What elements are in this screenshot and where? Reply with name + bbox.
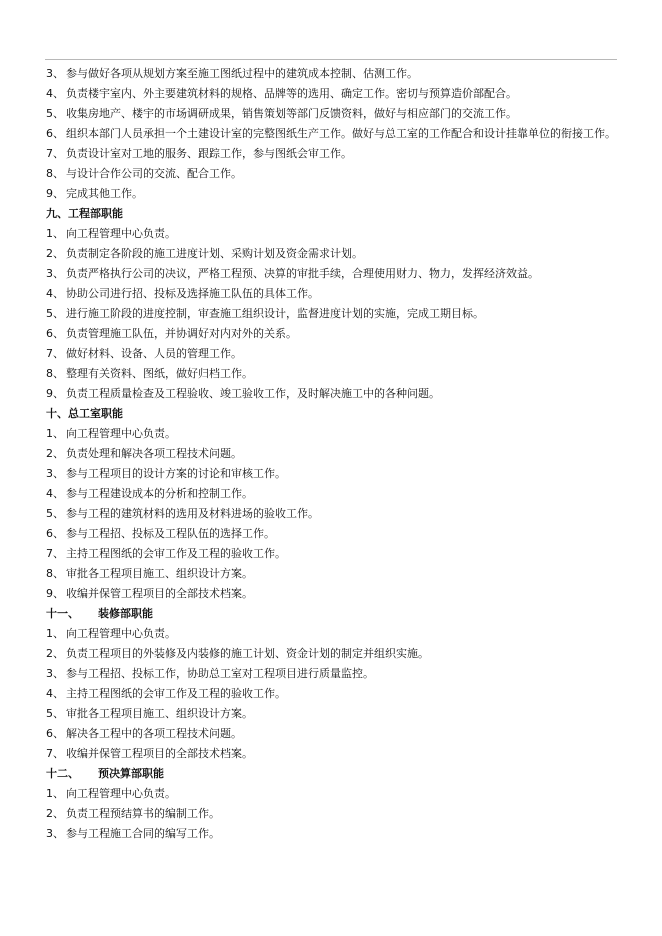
list-item bbox=[46, 824, 616, 844]
item-number: 6、 bbox=[46, 527, 64, 540]
section-heading bbox=[46, 404, 616, 424]
item-number: 4、 bbox=[46, 287, 64, 300]
list-item bbox=[46, 284, 616, 304]
section-heading bbox=[46, 604, 616, 624]
item-text: 组织本部门人员承担一个土建设计室的完整图纸生产工作。做好与总工室的工作配合和设计挂靠单位的衔接工作。 bbox=[66, 127, 616, 140]
item-text: 参与做好各项从规划方案至施工图纸过程中的建筑成本控制、估测工作。 bbox=[66, 67, 418, 80]
item-text: 主持工程图纸的会审工作及工程的验收工作。 bbox=[66, 687, 286, 700]
heading-number: 十二、 bbox=[46, 767, 79, 780]
list-item bbox=[46, 324, 616, 344]
item-text: 参与工程招、投标及工程队伍的选择工作。 bbox=[66, 527, 275, 540]
item-text: 收编并保管工程项目的全部技术档案。 bbox=[66, 747, 253, 760]
list-item bbox=[46, 504, 616, 524]
item-number: 4、 bbox=[46, 87, 64, 100]
list-item bbox=[46, 704, 616, 724]
item-text: 协助公司进行招、投标及选择施工队伍的具体工作。 bbox=[66, 287, 319, 300]
item-number: 9、 bbox=[46, 387, 64, 400]
list-item bbox=[46, 484, 616, 504]
item-number: 1、 bbox=[46, 627, 64, 640]
list-item bbox=[46, 464, 616, 484]
item-text: 向工程管理中心负责。 bbox=[66, 227, 176, 240]
list-item bbox=[46, 584, 616, 604]
item-number: 1、 bbox=[46, 427, 64, 440]
item-number: 4、 bbox=[46, 487, 64, 500]
item-number: 2、 bbox=[46, 647, 64, 660]
item-text: 与设计合作公司的交流、配合工作。 bbox=[66, 167, 242, 180]
list-item bbox=[46, 64, 616, 84]
list-item bbox=[46, 564, 616, 584]
list-item bbox=[46, 644, 616, 664]
item-text: 负责设计室对工地的服务、跟踪工作，参与图纸会审工作。 bbox=[66, 147, 352, 160]
section-heading bbox=[46, 204, 616, 224]
list-item bbox=[46, 684, 616, 704]
item-number: 8、 bbox=[46, 367, 64, 380]
heading-number: 十、 bbox=[46, 407, 68, 420]
list-item bbox=[46, 364, 616, 384]
item-number: 9、 bbox=[46, 587, 64, 600]
item-text: 审批各工程项目施工、组织设计方案。 bbox=[66, 567, 253, 580]
item-text: 参与工程招、投标工作，协助总工室对工程项目进行质量监控。 bbox=[66, 667, 374, 680]
heading-number: 十一、 bbox=[46, 607, 79, 620]
item-text: 负责严格执行公司的决议，严格工程预、决算的审批手续，合理使用财力、物力，发挥经济效益。 bbox=[66, 267, 539, 280]
section-heading bbox=[46, 764, 616, 784]
item-number: 7、 bbox=[46, 347, 64, 360]
item-text: 参与工程的建筑材料的选用及材料进场的验收工作。 bbox=[66, 507, 319, 520]
item-number: 7、 bbox=[46, 547, 64, 560]
heading-number: 九、 bbox=[46, 207, 68, 220]
list-item bbox=[46, 804, 616, 824]
list-item bbox=[46, 784, 616, 804]
item-text: 参与工程建设成本的分析和控制工作。 bbox=[66, 487, 253, 500]
list-item bbox=[46, 264, 616, 284]
list-item bbox=[46, 164, 616, 184]
heading-title: 预决算部职能 bbox=[98, 767, 164, 780]
list-item bbox=[46, 384, 616, 404]
item-number: 9、 bbox=[46, 187, 64, 200]
list-item bbox=[46, 144, 616, 164]
item-number: 6、 bbox=[46, 727, 64, 740]
item-text: 向工程管理中心负责。 bbox=[66, 427, 176, 440]
list-item bbox=[46, 184, 616, 204]
item-text: 参与工程施工合同的编写工作。 bbox=[66, 827, 220, 840]
list-item bbox=[46, 524, 616, 544]
item-number: 3、 bbox=[46, 67, 64, 80]
section-engineering-dept bbox=[46, 204, 616, 404]
header-rule bbox=[45, 59, 617, 60]
item-number: 1、 bbox=[46, 787, 64, 800]
item-text: 主持工程图纸的会审工作及工程的验收工作。 bbox=[66, 547, 286, 560]
list-item bbox=[46, 544, 616, 564]
item-text: 向工程管理中心负责。 bbox=[66, 787, 176, 800]
item-number: 5、 bbox=[46, 707, 64, 720]
item-number: 6、 bbox=[46, 327, 64, 340]
item-text: 做好材料、设备、人员的管理工作。 bbox=[66, 347, 242, 360]
section-design-continued bbox=[46, 64, 616, 204]
list-item bbox=[46, 344, 616, 364]
list-item bbox=[46, 124, 616, 144]
item-text: 解决各工程中的各项工程技术问题。 bbox=[66, 727, 242, 740]
item-text: 收集房地产、楼宇的市场调研成果，销售策划等部门反馈资料，做好与相应部门的交流工作。 bbox=[66, 107, 517, 120]
item-number: 2、 bbox=[46, 447, 64, 460]
list-item bbox=[46, 664, 616, 684]
section-decoration-dept bbox=[46, 604, 616, 764]
item-text: 负责管理施工队伍，并协调好对内对外的关系。 bbox=[66, 327, 297, 340]
item-number: 5、 bbox=[46, 307, 64, 320]
heading-title: 装修部职能 bbox=[98, 607, 153, 620]
item-number: 8、 bbox=[46, 567, 64, 580]
item-text: 负责工程项目的外装修及内装修的施工计划、资金计划的制定并组织实施。 bbox=[66, 647, 429, 660]
list-item bbox=[46, 724, 616, 744]
section-budget-settlement-dept bbox=[46, 764, 616, 844]
item-number: 5、 bbox=[46, 107, 64, 120]
item-text: 负责楼宇室内、外主要建筑材料的规格、品牌等的选用、确定工作。密切与预算造价部配合。 bbox=[66, 87, 517, 100]
item-text: 负责工程预结算书的编制工作。 bbox=[66, 807, 220, 820]
list-item bbox=[46, 304, 616, 324]
item-number: 3、 bbox=[46, 827, 64, 840]
item-text: 完成其他工作。 bbox=[66, 187, 143, 200]
item-number: 2、 bbox=[46, 247, 64, 260]
item-number: 3、 bbox=[46, 667, 64, 680]
list-item bbox=[46, 744, 616, 764]
item-text: 审批各工程项目施工、组织设计方案。 bbox=[66, 707, 253, 720]
item-number: 3、 bbox=[46, 267, 64, 280]
list-item bbox=[46, 224, 616, 244]
list-item bbox=[46, 84, 616, 104]
item-text: 收编并保管工程项目的全部技术档案。 bbox=[66, 587, 253, 600]
list-item bbox=[46, 424, 616, 444]
item-number: 7、 bbox=[46, 147, 64, 160]
item-number: 1、 bbox=[46, 227, 64, 240]
list-item bbox=[46, 244, 616, 264]
item-number: 5、 bbox=[46, 507, 64, 520]
item-number: 8、 bbox=[46, 167, 64, 180]
list-item bbox=[46, 624, 616, 644]
item-text: 负责工程质量检查及工程验收、竣工验收工作，及时解决施工中的各种问题。 bbox=[66, 387, 440, 400]
item-text: 负责处理和解决各项工程技术问题。 bbox=[66, 447, 242, 460]
list-item bbox=[46, 444, 616, 464]
item-number: 3、 bbox=[46, 467, 64, 480]
item-text: 进行施工阶段的进度控制，审查施工组织设计，监督进度计划的实施，完成工期目标。 bbox=[66, 307, 484, 320]
document-body bbox=[46, 64, 616, 844]
heading-title: 总工室职能 bbox=[68, 407, 123, 420]
item-number: 2、 bbox=[46, 807, 64, 820]
list-item bbox=[46, 104, 616, 124]
item-text: 负责制定各阶段的施工进度计划、采购计划及资金需求计划。 bbox=[66, 247, 363, 260]
item-number: 4、 bbox=[46, 687, 64, 700]
item-text: 向工程管理中心负责。 bbox=[66, 627, 176, 640]
item-number: 7、 bbox=[46, 747, 64, 760]
item-text: 参与工程项目的设计方案的讨论和审核工作。 bbox=[66, 467, 286, 480]
item-text: 整理有关资料、图纸，做好归档工作。 bbox=[66, 367, 253, 380]
heading-title: 工程部职能 bbox=[68, 207, 123, 220]
section-chief-engineer-office bbox=[46, 404, 616, 604]
item-number: 6、 bbox=[46, 127, 64, 140]
